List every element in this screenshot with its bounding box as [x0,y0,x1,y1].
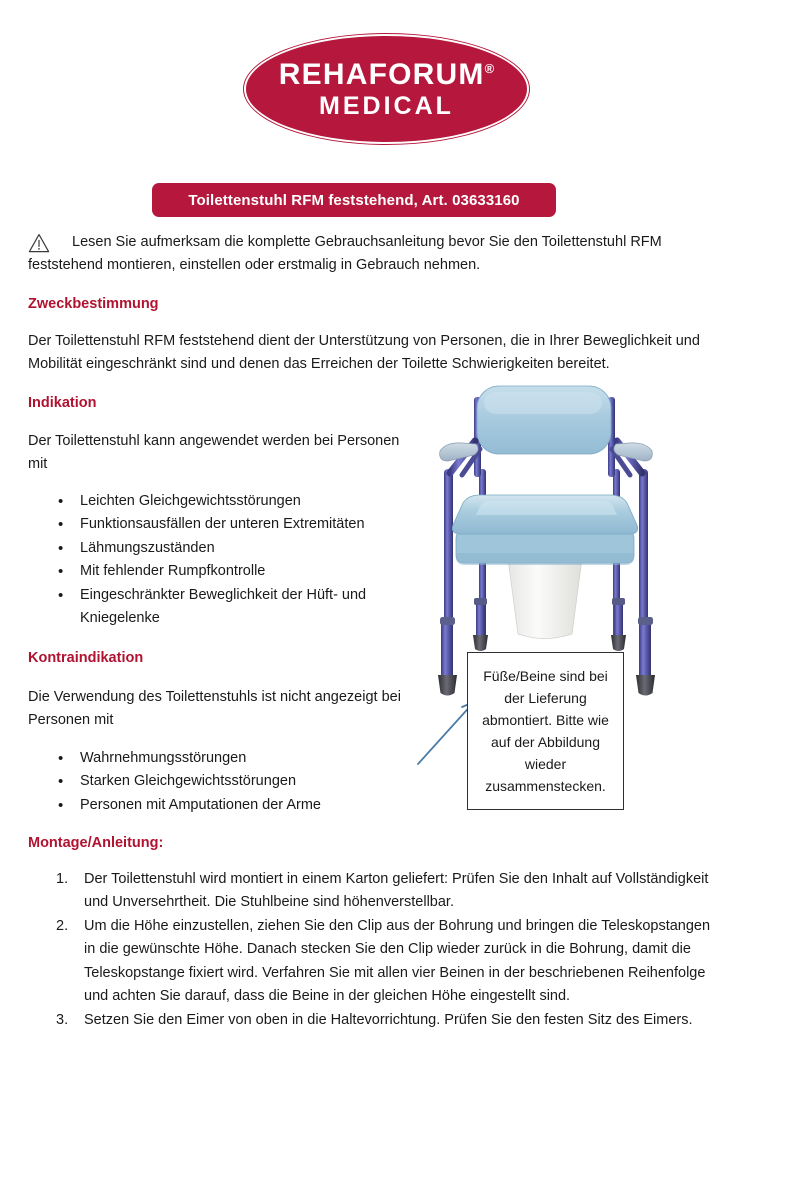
section-paragraph-kontraindikation: Die Verwendung des Toilettenstuhls ist nicht angezeigt bei Personen mit [28,689,401,729]
list-item: • Starken Gleichgewichtsstörungen [28,770,418,793]
logo-brand-subtitle: MEDICAL [319,91,454,120]
company-logo [244,34,529,144]
list-item: Setzen Sie den Eimer von oben in die Haltevorrichtung. Prüfen Sie den festen Sitz des Eimers. [84,1011,693,1028]
logo-brand-text: REHAFORUM [278,57,485,91]
section-paragraph-indikation: Der Toilettenstuhl kann angewendet werden bei Personen mit [28,433,400,473]
section-heading-indikation: Indikation [28,395,97,411]
warning-notice [28,231,718,278]
list-item: • Eingeschränkter Beweglichkeit der Hüft- und Kniegelenke [28,584,418,631]
logo-ellipse-shape [244,34,529,144]
product-title-text: Toilettenstuhl RFM feststehend, Art. 03633160 [188,191,520,209]
list-item: • Funktionsausfällen der unteren Extremitäten [28,513,418,536]
logo-brand-name [278,57,495,91]
montage-step-list [28,868,718,1032]
list-item: • Mit fehlender Rumpfkontrolle [28,560,418,583]
kontraindikation-bullet-list [28,747,418,817]
registered-trademark-icon: ® [484,60,495,76]
list-item: • Personen mit Amputationen der Arme [28,794,418,817]
section-paragraph-zweckbestimmung: Der Toilettenstuhl RFM feststehend dient der Unterstützung von Personen, die in Ihrer Beweglichkeit und Mobilität eingeschränkt sind und denen das Erreichen der Toilette Schwierigkeiten bereitet. [28,333,700,373]
section-heading-kontraindikation: Kontraindikation [28,650,144,666]
list-item: Der Toilettenstuhl wird montiert in einem Karton geliefert: Prüfen Sie den Inhalt auf Vollständigkeit und Unversehrtheit. Die Stuhlbeine sind höhenverstellbar. [84,871,709,911]
list-item: • Wahrnehmungsstörungen [28,747,418,770]
product-title-banner [152,183,556,217]
list-item: Um die Höhe einzustellen, ziehen Sie den Clip aus der Bohrung und bringen die Teleskopstangen in die gewünschte Höhe. Danach stecken Sie den Clip wieder zurück in die Bohrung, damit die Teleskopstange fixiert wird. Verfahren Sie mit allen vier Beinen in der beschriebenen Reihenfolge und achten Sie darauf, dass die Beine in der gleichen Höhe eingestellt sind. [84,917,711,1005]
warning-triangle-icon [28,233,50,253]
section-heading-montage: Montage/Anleitung: [28,835,164,851]
assembly-callout-text: Füße/Beine sind bei der Lieferung abmontiert. Bitte wie auf der Abbildung wieder zusammenstecken. [482,667,609,795]
indikation-bullet-list [28,490,418,631]
warning-text: Lesen Sie aufmerksam die komplette Gebrauchsanleitung bevor Sie den Toilettenstuhl RFM feststehend montieren, einstellen oder erstmalig in Gebrauch nehmen. [28,234,662,274]
section-heading-zweckbestimmung: Zweckbestimmung [28,296,159,312]
assembly-callout-box [467,652,624,810]
list-item: • Leichten Gleichgewichtsstörungen [28,490,418,513]
list-item: • Lähmungszuständen [28,537,418,560]
